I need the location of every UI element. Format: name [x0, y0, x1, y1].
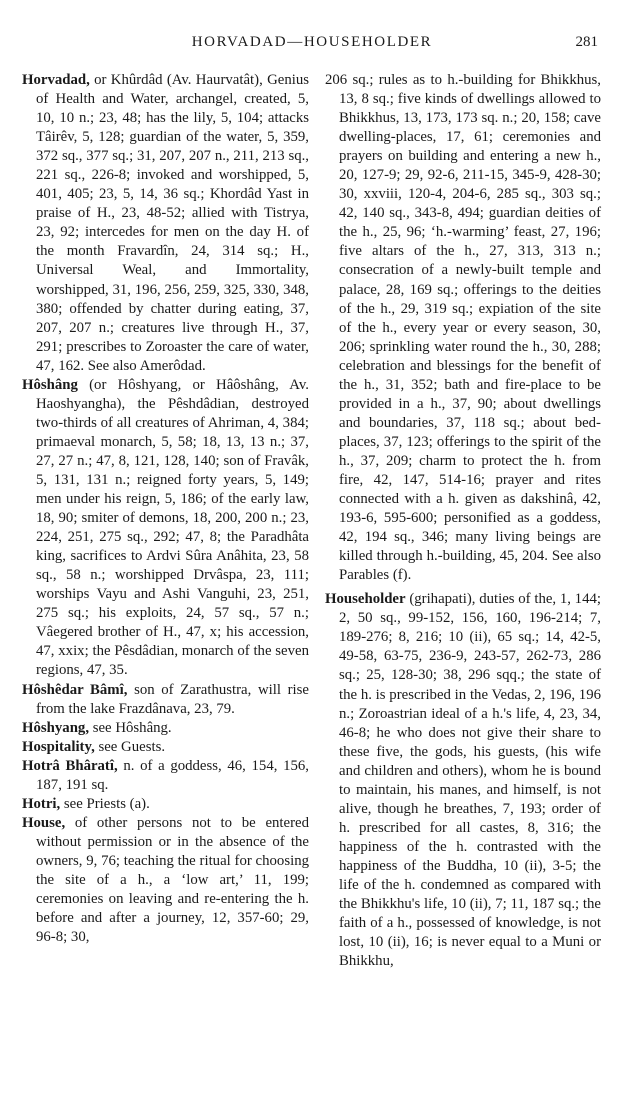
page-title: HORVADAD—HOUSEHOLDER — [191, 34, 433, 50]
entry-text: of other persons not to be entered without permission or in the absence of the owners, 9, 76; teaching the ritual for choosing the site of a h., a ‘low art,’ 11, 199; ceremonies on leaving and re-entering the h. before and after a journey, 12, 357-60; 29, 96-8; 30, — [36, 814, 309, 946]
entry-headword: Hôshâng — [22, 376, 78, 393]
left-column — [22, 71, 309, 947]
index-entry — [22, 757, 309, 795]
index-entry — [22, 795, 309, 814]
index-entry — [22, 814, 309, 947]
entry-text: see Hôshâng. — [89, 719, 172, 736]
entry-text: (or Hôshyang, or Hâôshâng, Av. Haoshyangha), the Pêshdâdian, destroyed two-thirds of all creatures of Ahriman, 4, 384; primaeval monarch, 5, 58; 18, 13, 13 n.; 37, 27, 27 n.; 47, 8, 121, 128, 140; son of Fravâk, 5, 131, 131 n.; reigned forty years, 5, 149; men under his reign, 5, 186; of the early law, 18, 90; smiter of demons, 18, 200, 200 n.; 23, 224, 251, 275 sq., 292; 47, 8; the Paradhâta king, sacrifices to Ardvi Sûra Anâhita, 23, 58 sq., 58 n.; worshipped Drvâspa, 23, 111; worships Vayu and Ashi Vanguhi, 23, 251, 275 sq.; his exploits, 24, 57 sq., 57 n.; Vâegered brother of H., 47, x; his accession, 47, xxix; the Pêsdâdian, monarch of the seven regions, 47, 35. — [36, 376, 309, 679]
entry-headword: Horvadad, — [22, 72, 90, 88]
entry-text: see Guests. — [94, 738, 166, 755]
entry-headword: Hospitality, — [22, 738, 95, 755]
entry-text: 206 sq.; rules as to h.-building for Bhikkhus, 13, 8 sq.; five kinds of dwellings allowed to Bhikkhus, 13, 173, 173 sq. n.; 20, 158; cave dwelling-places, 17, 61; ceremonies and prayers on building and entering a new h., 20, 127-9; 29, 92-6, 211-15, 345-9, 428-30; 30, xxviii, 120-4, 204-6, 285 sq., 303 sq.; 42, 140 sq., 343-8, 494; guardian deities of the h., 25, 96; ‘h.-warming’ feast, 27, 196; five altars of the h., 27, 313, 313 n.; consecration of a newly-built temple and palace, 28, 169 sq.; offerings to the deities of the h., 29, 319 sq.; expiation of the site of the h., every year or every season, 30, 206; sprinkling water round the h., 30, 288; celebration and blessings for the benefit of the h., 31, 352; bath and fire-place to be provided in a h., 37, 90; about dwellings and boundaries, 37, 118 sq.; about bed-places, 37, 123; offerings to the spirit of the h., 37, 209; charm to protect the h. from fire, 42, 147, 514-16; prayer and rites connected with a h. given as dakshinâ, 42, 193-6, 595-600; personified as a goddess, 42, 194 sq., 346; many living beings are killed through h.-building, 45, 204. See also Parables (f). — [325, 72, 601, 584]
entry-text: n. of a goddess, 46, 154, 156, 187, 191 sq. — [36, 757, 309, 793]
index-entry — [22, 719, 309, 738]
right-column — [325, 71, 601, 971]
page-number: 281 — [575, 34, 598, 50]
entry-text: son of Zarathustra, will rise from the lake Frazdânava, 23, 79. — [36, 681, 309, 717]
index-entry-continued — [325, 71, 601, 585]
entry-text: see Priests (a). — [60, 795, 150, 812]
entry-headword: Hôshêdar Bâmî, — [22, 681, 128, 698]
index-entry — [325, 590, 601, 971]
entry-headword: Hotri, — [22, 795, 61, 812]
entry-headword: House, — [22, 814, 66, 831]
running-header — [0, 34, 624, 54]
index-entry — [22, 738, 309, 757]
index-entry — [22, 71, 309, 376]
entry-headword: Householder — [325, 591, 406, 608]
index-entry — [22, 681, 309, 719]
entry-headword: Hotrâ Bhâratî, — [22, 757, 118, 774]
index-entry — [22, 376, 309, 681]
entry-text: or Khûrdâd (Av. Haurvatât), Genius of Health and Water, archangel, created, 5, 10, 10 n.; 23, 48; has the lily, 5, 104; attacks Tâirêv, 5, 128; guardian of the water, 5, 359, 372 sq., 377 sq.; 31, 207, 207 n., 211, 213 sq., 221 sq., 226-8; invoked and worshipped, 5, 401, 405; 23, 5, 14, 36 sq.; Khordâd Yast in praise of H., 23, 48-52; allied with Tistrya, 23, 92; intercedes for men on the day H. of the month Fravardîn, 24, 314 sq.; H., Universal Weal, and Immortality, worshipped, 31, 196, 256, 259, 325, 330, 348, 380; offended by chatter during eating, 37, 207, 207 n.; creatures live through H., 37, 291; prescribes to Zoroaster the care of water, 47, 162. See also Amerôdad. — [36, 72, 309, 374]
entry-text: (grihapati), duties of the, 1, 144; 2, 50 sq., 99-152, 156, 160, 196-214; 7, 189-276; 8, 216; 10 (ii), 65 sq.; 14, 42-5, 49-58, 63-75, 236-9, 243-57, 262-73, 286 sq.; 25, 128-30; 38, 296 sqq.; the state of the h. is prescribed in the Vedas, 2, 196, 196 n.; Zoroastrian ideal of a h.'s life, 4, 23, 34, 46-8; he who does not give their share to these five, the gods, his guests, (his wife and children and others), whom he is bound to maintain, his manes, and himself, is not alive, though he breathes, 7, 193; order of h. prescribed for all castes, 8, 316; the happiness of the h. contrasted with the happiness of the Buddha, 10 (ii), 3-5; the life of the h. condemned as compared with the Bhikkhu's life, 10 (ii), 7; 11, 187 sq.; the faith of a h., possessed of knowledge, is not lost, 10 (ii), 16; is never equal to a Muni or Bhikkhu, — [339, 591, 601, 970]
entry-headword: Hôshyang, — [22, 719, 90, 736]
